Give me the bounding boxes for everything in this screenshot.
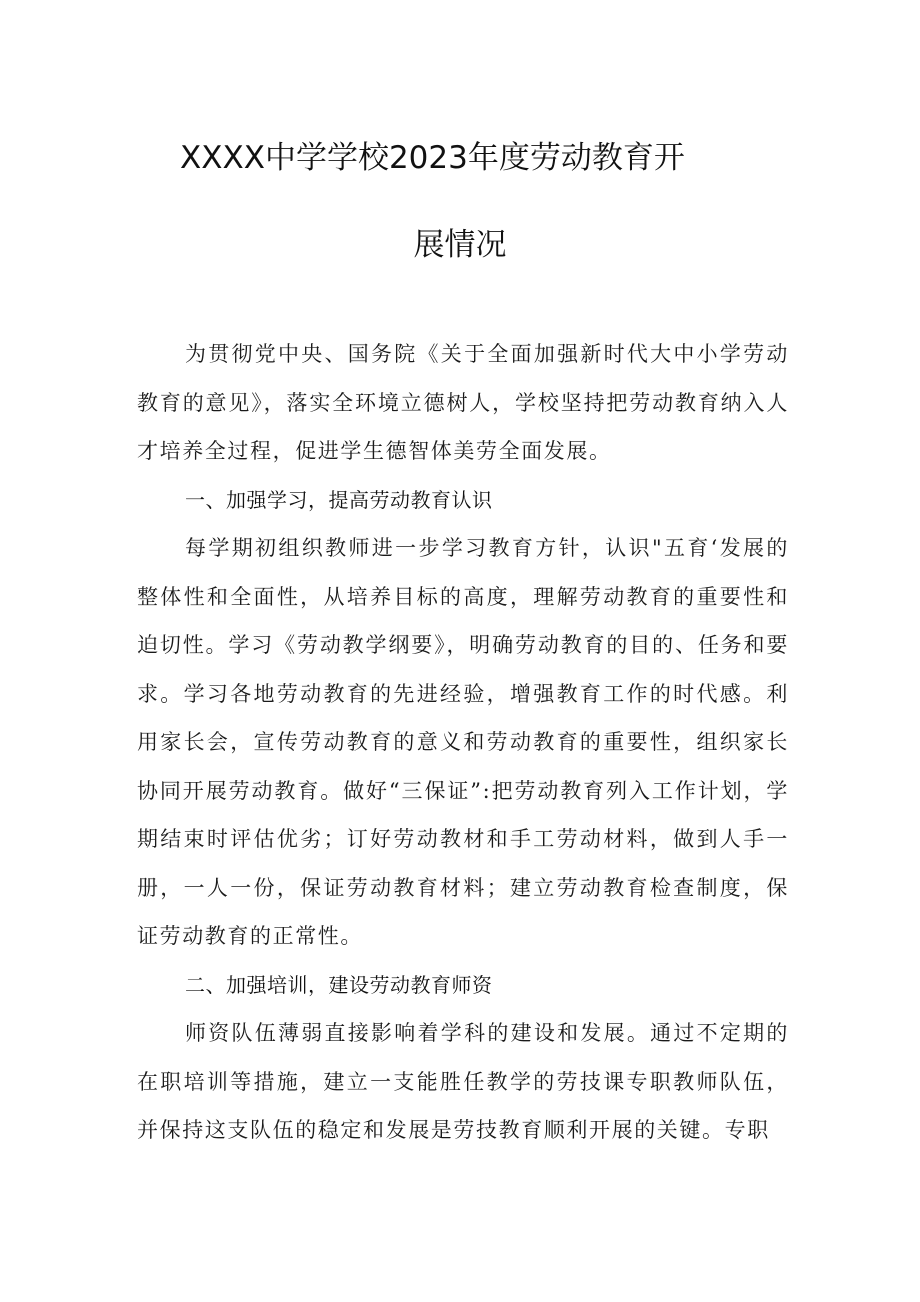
document-title-line-2: 展情况: [413, 227, 507, 263]
intro-paragraph: 为贯彻党中央、国务院《关于全面加强新时代大中小学劳动教育的意见》，落实全环境立德树人，学校坚持把劳动教育纳入人才培养全过程，促进学生德智体美劳全面发展。: [137, 342, 789, 463]
document-title-line-1: XXXX中学学校2023年度劳动教育开: [180, 140, 685, 176]
section-1-paragraph: 每学期初组织教师进一步学习教育方针，认识"五育‘发展的整体性和全面性，从培养目标的高度，理解劳动教育的重要性和迫切性。学习《劳动教学纲要》，明确劳动教育的目的、任务和要求。学习各地劳动教育的先进经验，增强教育工作的时代感。利用家长会，宣传劳动教育的意义和劳动教育的重要性，组织家长协同开展劳动教育。做好“三保证”:把劳动教育列入工作计划，学期结束时评估优劣；订好劳动教材和手工劳动材料，做到人手一册，一人一份，保证劳动教育材料；建立劳动教育检查制度，保证劳动教育的正常性。: [137, 536, 789, 948]
section-2-heading: 二、加强培训，建设劳动教育师资: [185, 972, 493, 997]
document-body: [137, 330, 789, 1155]
section-1-heading: 一、加强学习，提高劳动教育认识: [185, 487, 493, 512]
section-2-paragraph: 师资队伍薄弱直接影响着学科的建设和发展。通过不定期的在职培训等措施，建立一支能胜任教学的劳技课专职教师队伍，并保持这支队伍的稳定和发展是劳技教育顺利开展的关键。专职: [137, 1021, 789, 1142]
